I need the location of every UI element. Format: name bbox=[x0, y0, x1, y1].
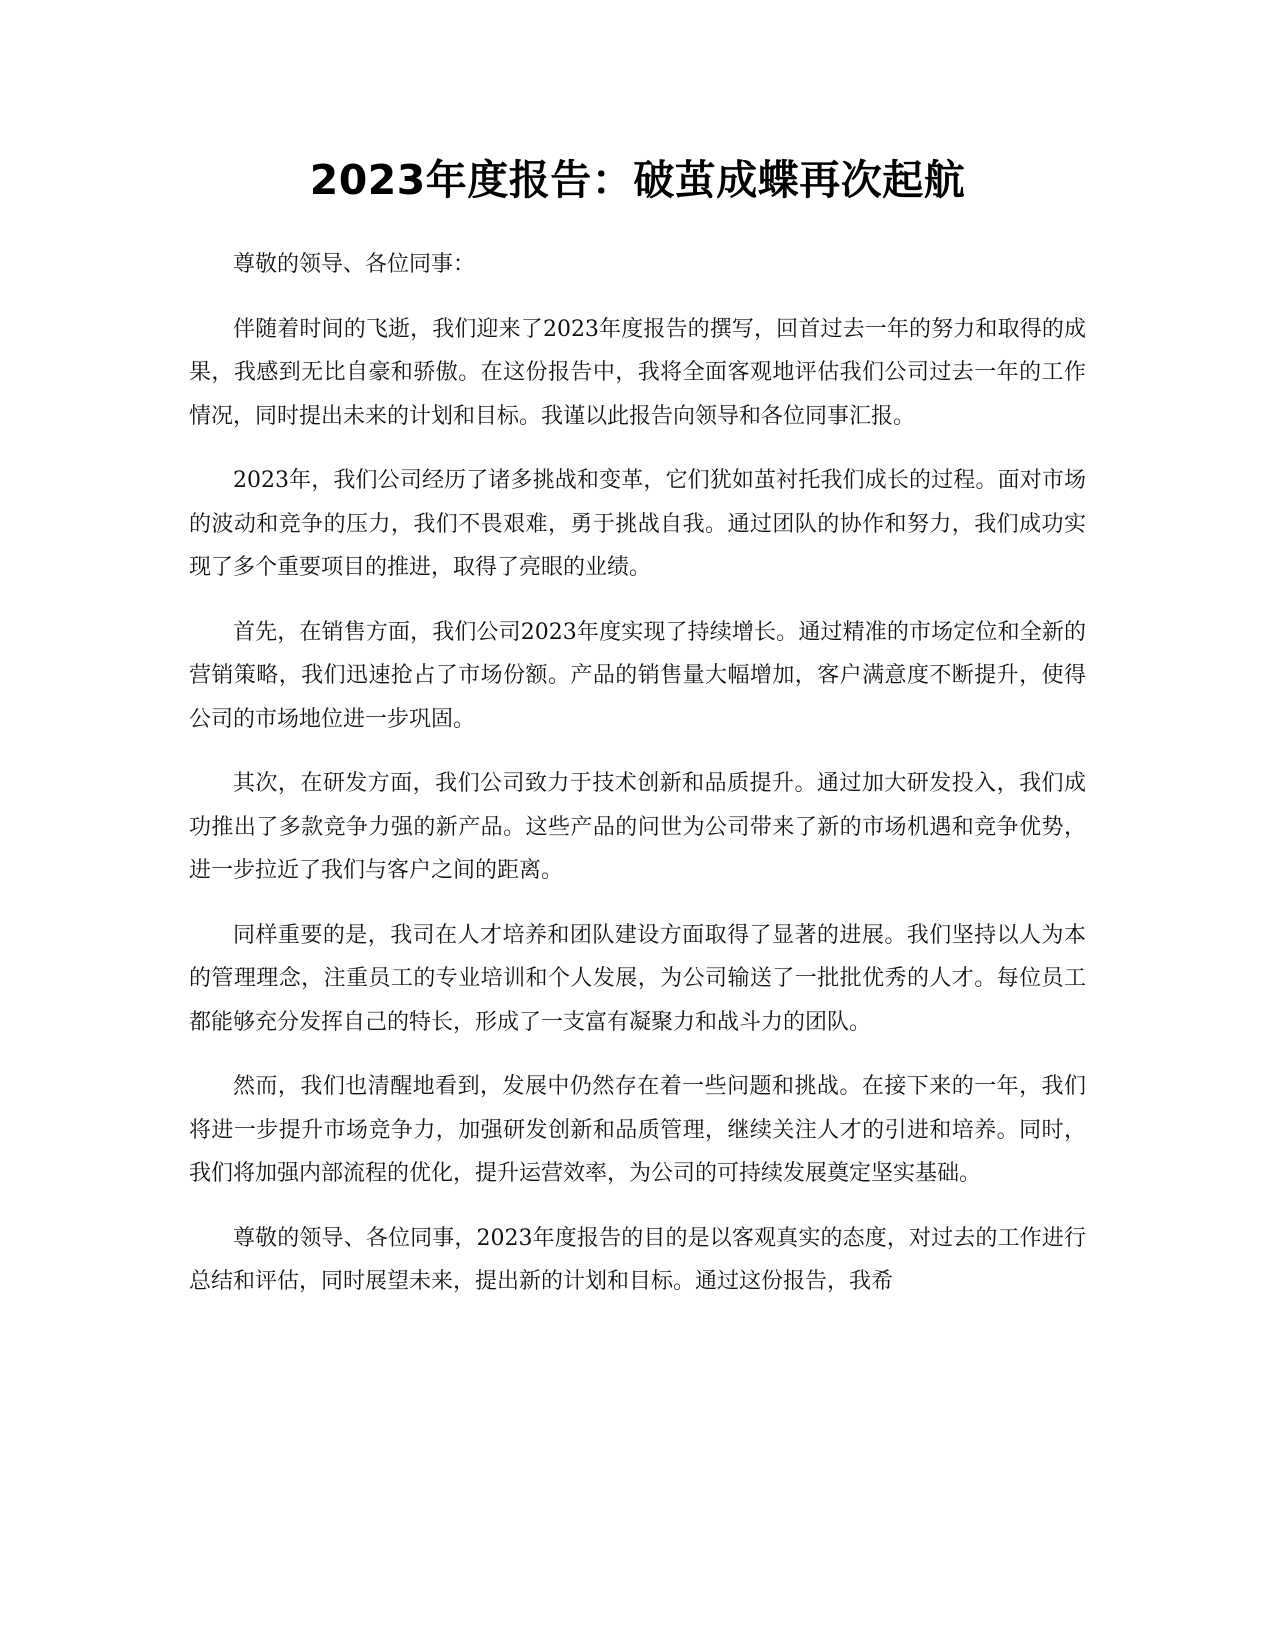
paragraph-salutation: 尊敬的领导、各位同事： bbox=[233, 252, 476, 277]
document-body bbox=[189, 243, 1086, 1325]
paragraph-closing: 尊敬的领导、各位同事，2023年度报告的目的是以客观真实的态度，对过去的工作进行总结和评估，同时展望未来，提出新的计划和目标。通过这份报告，我希 bbox=[189, 1225, 1086, 1294]
paragraph-outlook: 然而，我们也清醒地看到，发展中仍然存在着一些问题和挑战。在接下来的一年，我们将进一步提升市场竞争力，加强研发创新和品质管理，继续关注人才的引进和培养。同时，我们将加强内部流程的优化，提升运营效率，为公司的可持续发展奠定坚实基础。 bbox=[189, 1074, 1086, 1186]
document-title: 2023年度报告：破茧成蝶再次起航 bbox=[309, 156, 966, 204]
paragraph-research: 其次，在研发方面，我们公司致力于技术创新和品质提升。通过加大研发投入，我们成功推出了多款竞争力强的新产品。这些产品的问世为公司带来了新的市场机遇和竞争优势，进一步拉近了我们与客户之间的距离。 bbox=[189, 771, 1086, 883]
paragraph-challenges: 2023年，我们公司经历了诸多挑战和变革，它们犹如茧衬托我们成长的过程。面对市场的波动和竞争的压力，我们不畏艰难，勇于挑战自我。通过团队的协作和努力，我们成功实现了多个重要项目的推进，取得了亮眼的业绩。 bbox=[189, 468, 1086, 580]
paragraph-talent: 同样重要的是，我司在人才培养和团队建设方面取得了显著的进展。我们坚持以人为本的管理理念，注重员工的专业培训和个人发展，为公司输送了一批批优秀的人才。每位员工都能够充分发挥自己的特长，形成了一支富有凝聚力和战斗力的团队。 bbox=[189, 922, 1086, 1035]
paragraph-sales: 首先，在销售方面，我们公司2023年度实现了持续增长。通过精准的市场定位和全新的营销策略，我们迅速抢占了市场份额。产品的销售量大幅增加，客户满意度不断提升，使得公司的市场地位进一步巩固。 bbox=[189, 619, 1086, 732]
paragraph-introduction: 伴随着时间的飞逝，我们迎来了2023年度报告的撰写，回首过去一年的努力和取得的成果，我感到无比自豪和骄傲。在这份报告中，我将全面客观地评估我们公司过去一年的工作情况，同时提出未来的计划和目标。我谨以此报告向领导和各位同事汇报。 bbox=[189, 316, 1086, 429]
